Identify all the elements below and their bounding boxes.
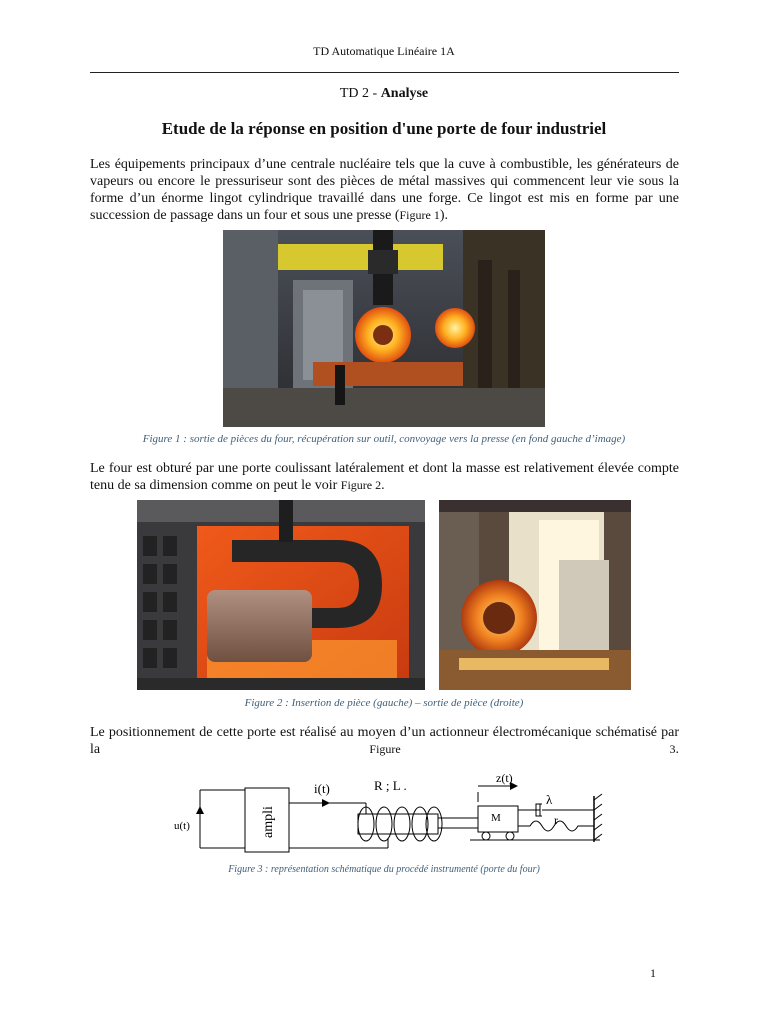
label-i: i(t) bbox=[314, 781, 330, 796]
header-rule bbox=[90, 72, 679, 73]
wall-hatch-5 bbox=[594, 834, 602, 840]
label-mass: M bbox=[491, 812, 501, 824]
page-number: 1 bbox=[650, 966, 656, 980]
figure3-caption: Figure 3 : représentation schématique du procédé instrumenté (porte du four) bbox=[228, 864, 540, 875]
figure1-photo bbox=[223, 230, 545, 427]
figure1-reference: Figure 1 bbox=[399, 208, 440, 222]
wall-hatch-2 bbox=[594, 804, 602, 810]
paragraph-door bbox=[90, 460, 679, 494]
wall-hatch-1 bbox=[594, 794, 602, 800]
label-u: u(t) bbox=[174, 820, 190, 832]
td-bold: Analyse bbox=[380, 86, 429, 101]
coil-turn-3 bbox=[394, 807, 410, 841]
paragraph-actuator-text: Le positionnement de cette porte est réalisé au moyen d’un actionneur électromécanique schématisé par la bbox=[90, 725, 679, 757]
td-title bbox=[0, 86, 768, 102]
paragraph-intro-end: ). bbox=[439, 208, 448, 223]
actuator-rod bbox=[438, 818, 478, 828]
wall-hatch-4 bbox=[594, 824, 602, 830]
current-arrowhead bbox=[322, 799, 330, 807]
mass-wheel-right bbox=[506, 832, 514, 840]
main-title: Etude de la réponse en position d'une porte de four industriel bbox=[161, 119, 607, 138]
figure2-left-illustration bbox=[137, 500, 425, 690]
wall-hatch-3 bbox=[594, 814, 602, 820]
figure1-caption: Figure 1 : sortie de pièces du four, récupération sur outil, convoyage vers la presse (en fond gauche d’image) bbox=[142, 433, 626, 445]
label-lambda: λ bbox=[546, 792, 553, 807]
label-ampli: ampli bbox=[261, 806, 276, 838]
page-header: TD Automatique Linéaire 1A bbox=[313, 44, 455, 58]
paragraph-door-end: . bbox=[381, 478, 385, 493]
coil-turn-2 bbox=[376, 807, 392, 841]
figure2-right-photo bbox=[439, 500, 631, 690]
label-z: z(t) bbox=[496, 771, 513, 785]
figure3-schematic bbox=[170, 766, 610, 866]
label-r: r bbox=[554, 813, 558, 827]
figure2-caption: Figure 2 : Insertion de pièce (gauche) – sortie de pièce (droite) bbox=[244, 697, 524, 709]
paragraph-intro bbox=[90, 156, 679, 224]
figure2-left-photo bbox=[137, 500, 425, 690]
label-rl: R ; L . bbox=[374, 778, 407, 793]
input-arrowhead bbox=[196, 806, 204, 814]
paragraph-actuator-end: . bbox=[675, 742, 679, 757]
figure2-right-illustration bbox=[439, 500, 631, 690]
paragraph-intro-text: Les équipements principaux d’une centrale nucléaire tels que la cuve à combustible, les générateurs de vapeurs ou encore le pressuriseur sont des pièces de métal massives qui commencent leur vie sous la forme d’un énorme lingot cylindrique travaillé dans une forge. Ce lingot est mis en forme par une succession de passage dans un four et sous une presse ( bbox=[90, 157, 679, 223]
paragraph-actuator bbox=[90, 724, 679, 758]
mass-wheel-left bbox=[482, 832, 490, 840]
td-prefix: TD 2 - bbox=[339, 86, 381, 101]
figure3-reference: Figure 3 bbox=[369, 742, 676, 756]
figure1-illustration bbox=[223, 230, 545, 427]
figure2-reference: Figure 2 bbox=[340, 478, 382, 492]
paragraph-door-text: Le four est obturé par une porte coulissant latéralement et dont la masse est relativement élevée compte tenu de sa dimension comme on peut le voir bbox=[90, 461, 679, 493]
